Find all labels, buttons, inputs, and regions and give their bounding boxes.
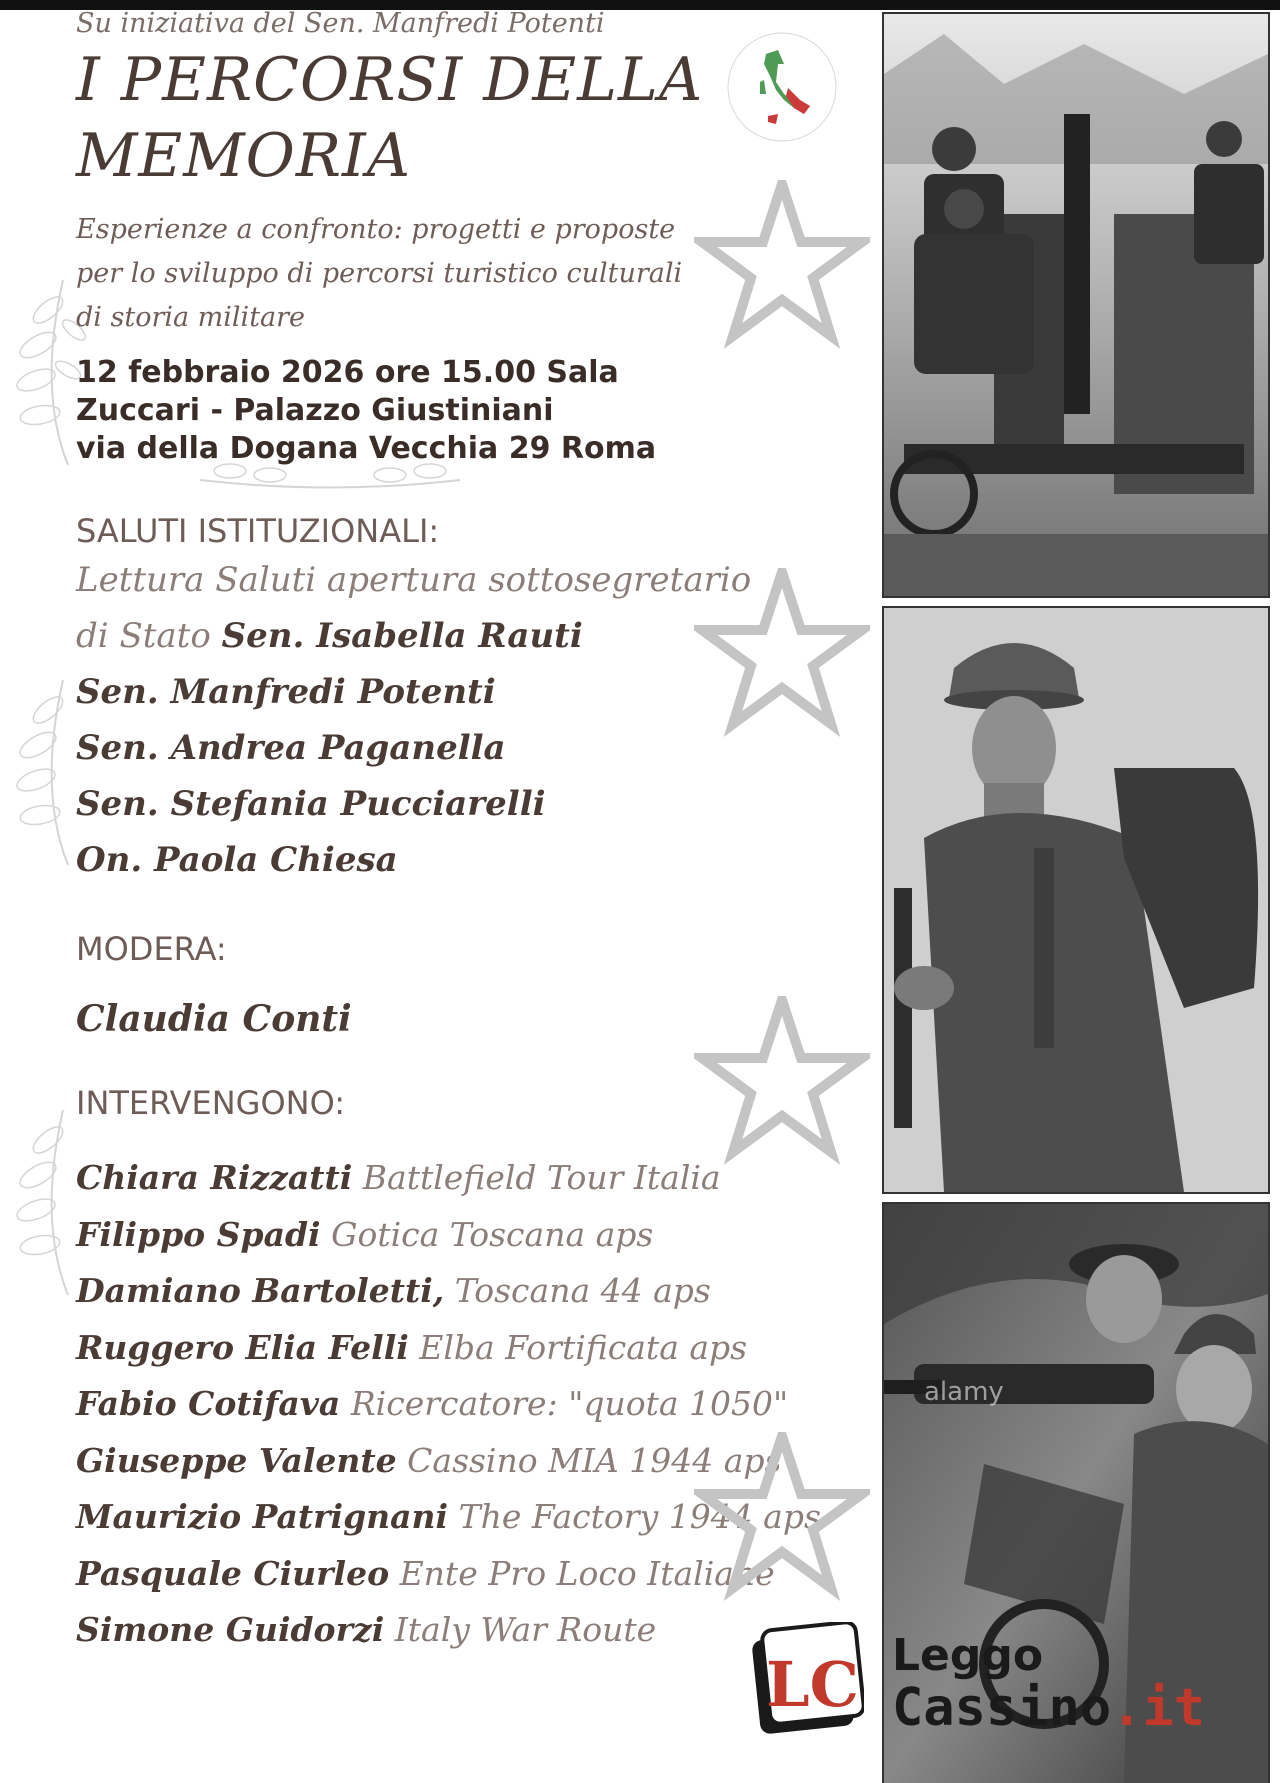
- italy-map-logo-icon: [726, 24, 838, 150]
- speaker-name: Filippo Spadi: [76, 1214, 321, 1254]
- greeter-name: Sen. Stefania Pucciarelli: [76, 784, 546, 824]
- speaker-name: Pasquale Ciurleo: [76, 1553, 390, 1593]
- speaker-row: [76, 1207, 821, 1264]
- speaker-name: Fabio Cotifava: [76, 1384, 341, 1423]
- moderator-name: Claudia Conti: [76, 998, 352, 1040]
- speaker-org: Italy War Route: [394, 1610, 657, 1649]
- event-venue-line: Zuccari - Palazzo Giustiniani: [76, 393, 554, 428]
- greeter-name: Sen. Andrea Paganella: [76, 728, 506, 768]
- star-icon: [694, 996, 870, 1172]
- speaker-name: Maurizio Patrignani: [76, 1497, 449, 1536]
- photo-soldier-portrait: [882, 606, 1270, 1194]
- event-address-line: via della Dogana Vecchia 29 Roma: [76, 431, 657, 466]
- title-line-2: MEMORIA: [76, 121, 412, 191]
- speaker-org: The Factory 1944 aps: [458, 1497, 821, 1536]
- speaker-row: [76, 1320, 821, 1377]
- photo-stamp: alamy: [924, 1377, 1004, 1407]
- speaker-row: [76, 1376, 821, 1433]
- initiative-line: Su iniziativa del Sen. Manfredi Potenti: [76, 8, 605, 39]
- page-title: [76, 42, 703, 194]
- greetings-label: SALUTI ISTITUZIONALI:: [76, 512, 440, 550]
- star-icon: [694, 1432, 870, 1608]
- subtitle-line: per lo sviluppo di percorsi turistico culturali: [76, 258, 683, 289]
- greetings-intro-line: [76, 608, 751, 664]
- greetings-undersecretary-name: Sen. Isabella Rauti: [221, 616, 583, 656]
- leggocassino-logo-icon: [752, 1622, 864, 1734]
- speaker-name: Ruggero Elia Felli: [76, 1327, 409, 1367]
- subtitle-line: di storia militare: [76, 302, 306, 333]
- moderator-label: MODERA:: [76, 930, 227, 968]
- speaker-org: Gotica Toscana aps: [331, 1214, 654, 1254]
- speaker-name: Chiara Rizzatti: [76, 1158, 353, 1197]
- star-icon: [694, 568, 870, 744]
- leggocassino-watermark: [752, 1622, 1272, 1762]
- speaker-name: Giuseppe Valente: [76, 1440, 397, 1480]
- watermark-cassino: [892, 1678, 1205, 1738]
- watermark-leggo: Leggo: [892, 1630, 1044, 1681]
- speaker-org: Toscana 44 aps: [454, 1271, 711, 1310]
- speaker-row: [76, 1263, 821, 1320]
- star-icon: [694, 180, 870, 356]
- speakers-label: INTERVENGONO:: [76, 1084, 345, 1122]
- greetings-intro-prefix: di Stato: [76, 616, 222, 656]
- speaker-org: Battlefield Tour Italia: [362, 1158, 721, 1197]
- greetings-list: [76, 664, 546, 888]
- speaker-org: Cassino MIA 1944 aps: [407, 1440, 782, 1480]
- title-line-1: I PERCORSI DELLA: [76, 45, 704, 115]
- speaker-name: Damiano Bartoletti,: [76, 1271, 445, 1310]
- subtitle: [76, 208, 716, 340]
- speaker-name: Simone Guidorzi: [76, 1610, 385, 1649]
- photo-artillery-soldiers: [882, 12, 1270, 598]
- speaker-org: Ente Pro Loco Italiane: [399, 1553, 775, 1593]
- greeter-name: Sen. Manfredi Potenti: [76, 672, 496, 712]
- speaker-row: [76, 1602, 821, 1659]
- watermark-cassino-word: Cassino: [892, 1678, 1112, 1738]
- greetings-intro: [76, 552, 751, 664]
- logo-letters: LC: [766, 1648, 859, 1721]
- greetings-intro-line: Lettura Saluti apertura sottosegretario: [76, 560, 752, 600]
- speaker-org: Ricercatore: "quota 1050": [350, 1384, 789, 1423]
- greeter-name: On. Paola Chiesa: [76, 840, 398, 880]
- event-date-line: 12 febbraio 2026 ore 15.00 Sala: [76, 355, 619, 390]
- subtitle-line: Esperienze a confronto: progetti e proposte: [76, 214, 676, 245]
- event-details: [76, 354, 656, 468]
- speaker-org: Elba Fortificata aps: [419, 1327, 748, 1367]
- watermark-tld: .it: [1111, 1678, 1206, 1738]
